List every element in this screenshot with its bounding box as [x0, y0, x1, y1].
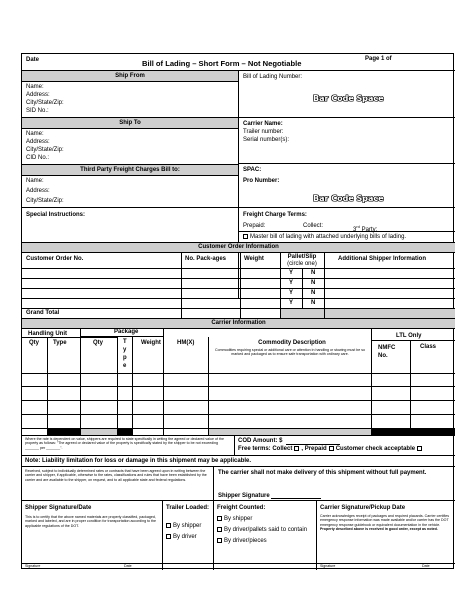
third-party-heading: Third Party Freight Charges Bill to:	[80, 167, 180, 173]
divider	[22, 563, 455, 564]
carrier-delivery-note: The carrier shall not make delivery of this shipment without full payment.	[218, 470, 427, 476]
divider	[22, 81, 238, 82]
ship-from-name-label: Name:	[26, 84, 44, 90]
master-bol-row	[243, 234, 406, 241]
ltl-only-label: LTL Only	[396, 333, 422, 339]
fc-by-shipper-checkbox[interactable]	[217, 516, 222, 521]
col-line	[117, 337, 118, 435]
freight-counted-label: Freight Counted:	[217, 505, 266, 511]
declared-value-note: Where the rate is dependent on value, shippers are required to state specifically in writing the agreed or declared value of the property as follows: "The agreed or declared value of the property is specifically stated by the shipper to be not exceeding _______ per _______".	[25, 437, 224, 450]
page-label: Page 1 of	[365, 56, 392, 62]
qty-handling-label: Qty	[29, 340, 40, 346]
grand-total-label: Grand Total	[26, 310, 60, 316]
third-party-address-label: Address:	[26, 188, 50, 194]
handling-unit-label: Handling Unit	[28, 331, 67, 337]
col-line	[132, 337, 133, 435]
shipper-signature-label: Shipper Signature	[218, 493, 270, 499]
collect-label: Collect:	[303, 223, 324, 229]
col-line	[302, 268, 303, 308]
ship-from-heading: Ship From	[115, 72, 145, 79]
qty-package-label: Qty	[93, 340, 104, 346]
yes-option[interactable]: Y	[289, 280, 294, 286]
type-package-y: y	[123, 347, 127, 353]
no-option[interactable]: N	[311, 300, 316, 306]
divider	[238, 117, 455, 118]
carrier-info-heading: Carrier Information	[211, 320, 266, 326]
third-party-city-label: City/State/Zip:	[26, 198, 64, 204]
divider	[22, 252, 455, 253]
divider	[22, 466, 455, 467]
col-no-packages: No. Pack-ages	[185, 256, 227, 262]
fc-by-driver-pallets-checkbox[interactable]	[217, 527, 222, 532]
prepaid-checkbox[interactable]	[329, 446, 334, 451]
divider	[238, 231, 455, 232]
divider	[22, 337, 117, 338]
divider	[22, 128, 238, 129]
trailer-by-shipper-checkbox[interactable]	[166, 523, 171, 528]
date-label: Date	[26, 57, 40, 63]
commodity-note: Commodities requiring special or additional care or attention in handling or stowing must be so marked and packaged as to ensure safe transportation with ordinary care.	[214, 348, 366, 357]
col-line	[240, 252, 241, 318]
yes-option[interactable]: Y	[289, 300, 294, 306]
carrier-name-label: Carrier Name:	[243, 121, 283, 127]
col-line	[410, 340, 411, 435]
divider	[22, 268, 455, 269]
col-line	[371, 328, 372, 435]
shipper-sig-label: Signature	[25, 564, 41, 568]
commodity-description-label: Commodity Description	[258, 340, 326, 346]
divider	[238, 207, 455, 208]
divider	[22, 175, 238, 176]
divider	[22, 278, 455, 279]
divider	[22, 435, 455, 436]
customer-check-checkbox[interactable]	[417, 446, 422, 451]
fc-by-shipper-row: By shipper	[217, 516, 252, 523]
grand-total-shade	[325, 309, 455, 318]
master-bol-checkbox[interactable]	[243, 234, 248, 239]
ship-from-sid-label: SID No.:	[26, 108, 49, 114]
divider	[238, 163, 455, 164]
divider	[22, 298, 455, 299]
weight-label: Weight	[141, 340, 161, 346]
received-terms: Received, subject to individually determined rates or contracts that have been agreed upon in writing between the carrier and shipper, if applicable, otherwise to the rates, classifications and rules that have been established by the carrier and are available to the shipper, on request, and to all applicable state and federal regulations.	[25, 469, 207, 482]
fc-by-driver-pieces-row: By driver/pieces	[217, 538, 267, 545]
column-divider	[238, 70, 239, 298]
col-pallet-slip-sub: (circle one)	[287, 261, 317, 267]
carrier-signature-heading: Carrier Signature/Pickup Date	[320, 505, 406, 511]
cod-amount-line[interactable]	[286, 444, 340, 445]
divider	[22, 500, 455, 501]
col-line	[162, 500, 163, 570]
carrier-certification-text: Carrier acknowledges receipt of packages and required placards. Carrier certifies emergency response information was made available and/or carrier has the DOT emergency response guidebook or equivalent documentation in the vehicle. Property described above is received in good order, except as noted.	[320, 514, 450, 532]
yes-option[interactable]: Y	[289, 270, 294, 276]
shipper-certification-text: This is to certify that the above named materials are properly classified, packaged, marked and labeled, and are in proper condition for transportation according to the applicable regulations of the DOT.	[25, 515, 157, 528]
cod-amount-label: COD Amount: $	[238, 438, 283, 444]
hm-label: HM(X)	[177, 340, 195, 346]
pro-number-label: Pro Number:	[243, 178, 280, 184]
ship-from-city-label: City/State/Zip:	[26, 100, 64, 106]
col-line	[181, 252, 182, 318]
divider	[371, 340, 455, 341]
shipper-signature-line[interactable]	[271, 498, 321, 499]
fc-by-driver-pieces-checkbox[interactable]	[217, 538, 222, 543]
shipper-signature-date-heading: Shipper Signature/Date	[25, 505, 92, 511]
fc-by-driver-pallets-row: By driver/pallets said to contain	[217, 527, 307, 534]
third-party-term-label: 3rd Party:	[353, 224, 378, 233]
divider	[22, 328, 455, 329]
col-line	[47, 337, 48, 435]
shipper-date-label: Date	[124, 564, 132, 568]
liability-note: Note: Liability limitation for loss or damage in this shipment may be applicable.	[25, 458, 252, 464]
customer-order-heading: Customer Order Information	[198, 244, 279, 250]
col-line	[208, 337, 209, 435]
special-instructions-label: Special Instructions:	[26, 212, 86, 218]
col-customer-order-no: Customer Order No.	[26, 256, 84, 262]
master-bol-label: Master bill of lading with attached underlying bills of lading.	[250, 234, 407, 240]
serial-numbers-label: Serial number(s):	[243, 137, 290, 143]
bill-of-lading-form	[21, 53, 454, 569]
trailer-by-shipper-row: By shipper	[166, 523, 201, 530]
no-option[interactable]: N	[311, 290, 316, 296]
no-option[interactable]: N	[311, 280, 316, 286]
carrier-sig-label: Signature	[320, 564, 336, 568]
divider	[22, 207, 238, 208]
col-line	[163, 328, 164, 435]
bol-number-label: Bill of Lading Number:	[243, 74, 303, 80]
prepaid-label: Prepaid:	[243, 223, 266, 229]
divider	[80, 336, 163, 337]
ship-to-heading: Ship To	[119, 120, 141, 126]
nmfc-label: NMFC No.	[378, 345, 396, 359]
ship-to-address-label: Address:	[26, 139, 50, 145]
freight-terms-label: Freight Charge Terms:	[243, 212, 307, 218]
ship-from-address-label: Address:	[26, 92, 50, 98]
scac-label: SPAC:	[243, 167, 262, 173]
col-line	[80, 328, 81, 435]
ship-to-name-label: Name:	[26, 131, 44, 137]
divider	[22, 414, 455, 415]
type-package-e: e	[123, 363, 127, 369]
divider	[22, 386, 455, 387]
no-option[interactable]: N	[311, 270, 316, 276]
yes-option[interactable]: Y	[289, 290, 294, 296]
col-weight: Weight	[244, 256, 264, 262]
type-handling-label: Type	[53, 340, 67, 346]
col-line	[234, 435, 235, 455]
grand-total-shade	[281, 309, 324, 318]
divider	[22, 288, 455, 289]
ship-to-city-label: City/State/Zip:	[26, 147, 64, 153]
trailer-loaded-label: Trailer Loaded:	[166, 505, 210, 511]
trailer-number-label: Trailer number:	[243, 129, 284, 135]
form-title: Bill of Lading – Short Form – Not Negotiable	[142, 59, 302, 68]
col-pallet-slip: Pallet/Slip	[287, 254, 317, 260]
divider	[22, 455, 455, 456]
barcode-space-2: Bar Code Space	[313, 194, 384, 203]
type-package-t: T	[123, 339, 127, 345]
divider	[22, 373, 455, 374]
divider	[22, 400, 455, 401]
class-label: Class	[420, 344, 437, 350]
trailer-by-driver-row: By driver	[166, 534, 197, 541]
fee-terms-row: Free terms: Collect , Prepaid Customer check acceptable	[238, 446, 424, 453]
package-label: Package	[114, 329, 139, 335]
ship-to-cid-label: CID No.:	[26, 155, 50, 161]
col-additional-shipper-info: Additional Shipper Information	[338, 256, 426, 262]
barcode-space-1: Bar Code Space	[313, 94, 384, 103]
col-line	[316, 500, 317, 570]
type-package-p: p	[123, 355, 127, 361]
third-party-name-label: Name:	[26, 178, 44, 184]
carrier-date-label: Date	[422, 564, 430, 568]
col-line	[213, 466, 214, 570]
collect-checkbox[interactable]	[294, 446, 299, 451]
trailer-by-driver-checkbox[interactable]	[166, 534, 171, 539]
